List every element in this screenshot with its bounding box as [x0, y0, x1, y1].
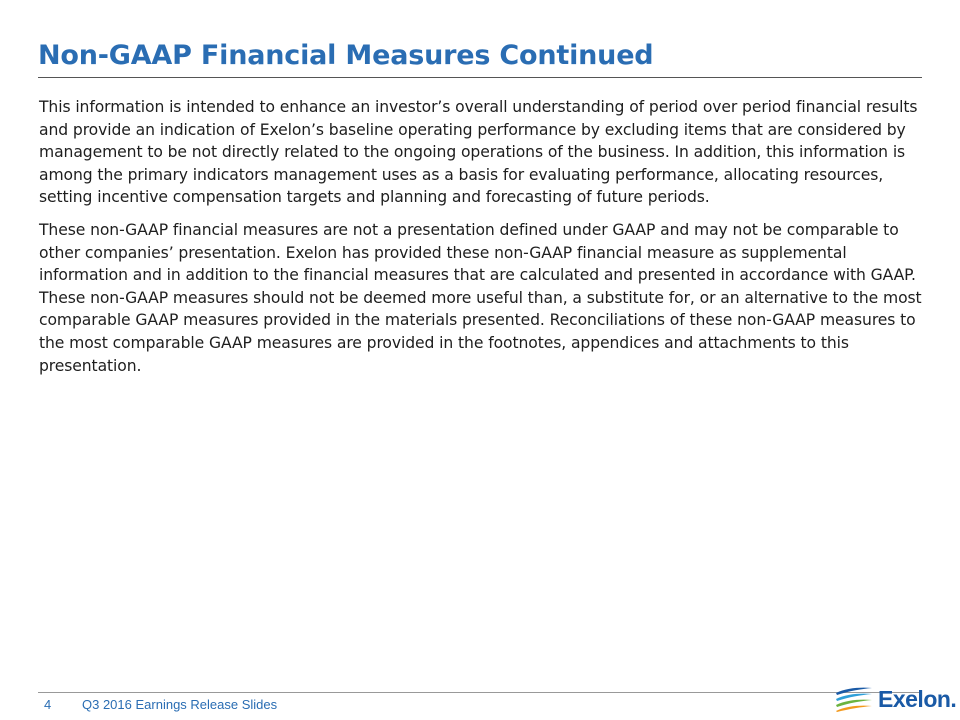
page-number: 4	[44, 697, 52, 712]
body-paragraph-1: This information is intended to enhance an investor’s overall understanding of period over period financial results and provide an indication of Exelon’s baseline operating performance by excluding items that are considered by management to be not directly related to the ongoing operations of the business. In addition, this information is among the primary indicators management uses as a basis for evaluating performance, allocating resources, setting incentive compensation targets and planning and forecasting of future periods.	[39, 98, 918, 207]
body-paragraph-2: These non-GAAP financial measures are not a presentation defined under GAAP and may not be comparable to other companies’ presentation. Exelon has provided these non-GAAP financial measure as supplemental information and in addition to the financial measures that are calculated and presented in accordance with GAAP. These non-GAAP measures should not be deemed more useful than, a substitute for, or an alternative to the most comparable GAAP measures provided in the materials presented. Reconciliations of these non-GAAP measures to the most comparable GAAP measures are provided in the footnotes, appendices and attachments to this presentation.	[39, 220, 922, 375]
slide-body	[39, 96, 925, 387]
exelon-swoosh-icon	[834, 686, 874, 712]
footer-divider	[38, 692, 922, 693]
deck-name: Q3 2016 Earnings Release Slides	[82, 697, 278, 712]
slide-footer	[44, 697, 277, 712]
title-divider	[38, 77, 922, 78]
exelon-logo	[834, 684, 956, 714]
logo-wordmark: Exelon.	[878, 686, 957, 712]
slide-title: Non-GAAP Financial Measures Continued	[38, 40, 654, 71]
